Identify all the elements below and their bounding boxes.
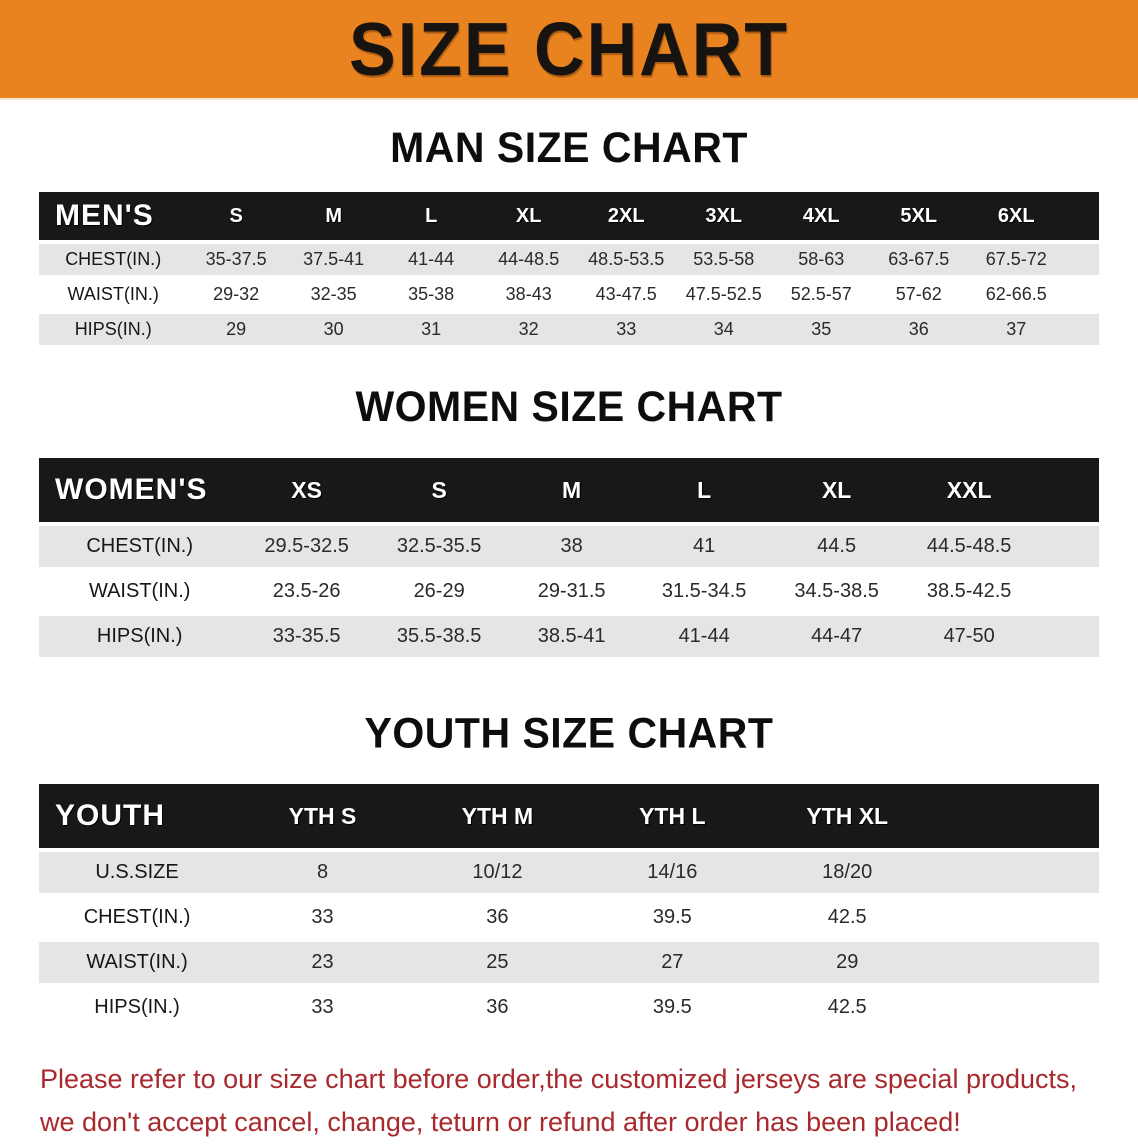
- table-title-cell: MEN'S: [55, 199, 154, 232]
- table-row: [39, 244, 1099, 275]
- size-value-cell: 37: [1006, 319, 1027, 339]
- size-value-cell: 26-29: [413, 580, 465, 602]
- size-value-cell: 42.5: [827, 906, 867, 928]
- size-value-cell: 44-48.5: [498, 249, 560, 269]
- size-column-header: YTH S: [288, 802, 357, 829]
- size-value-cell: 67.5-72: [985, 249, 1047, 269]
- size-value-cell: 41: [693, 535, 716, 557]
- size-value-cell: 35.5-38.5: [396, 625, 482, 647]
- size-value-cell: 39.5: [652, 996, 692, 1018]
- size-value-cell: 38: [560, 535, 583, 557]
- size-value-cell: 34.5-38.5: [794, 580, 879, 602]
- size-value-cell: 47.5-52.5: [685, 284, 762, 304]
- youth-size-section: [0, 661, 1138, 1032]
- size-value-cell: 30: [323, 319, 344, 339]
- disclaimer-text: [40, 1058, 1138, 1144]
- size-value-cell: 14/16: [647, 861, 698, 883]
- size-column-header: S: [431, 476, 447, 503]
- man-size-section: [0, 100, 1138, 349]
- size-column-header: 4XL: [802, 204, 840, 227]
- size-value-cell: 27: [661, 951, 684, 973]
- table-row: [39, 616, 1099, 657]
- size-value-cell: 62-66.5: [985, 284, 1047, 304]
- size-column-header: S: [229, 204, 243, 227]
- size-value-cell: 35-38: [408, 284, 455, 304]
- size-value-cell: 31.5-34.5: [661, 580, 747, 602]
- size-column-header: 3XL: [705, 204, 743, 227]
- table-row: [39, 852, 1099, 893]
- size-column-header: YTH M: [461, 802, 534, 829]
- size-value-cell: 35: [811, 319, 832, 339]
- size-value-cell: 38.5-42.5: [926, 580, 1012, 602]
- size-value-cell: 43-47.5: [595, 284, 657, 304]
- size-column-header: L: [697, 476, 712, 503]
- size-value-cell: 41-44: [678, 625, 730, 647]
- size-value-cell: 8: [316, 861, 329, 883]
- womens-size-table: [39, 454, 1099, 661]
- size-value-cell: 29: [836, 951, 859, 973]
- mens-size-table: [39, 188, 1099, 349]
- youth-size-chart-heading: YOUTH SIZE CHART: [364, 708, 774, 757]
- table-row: [39, 571, 1099, 612]
- size-value-cell: 32: [518, 319, 539, 339]
- spacer-cell: [1065, 314, 1099, 345]
- size-value-cell: 29.5-32.5: [264, 535, 349, 557]
- table-title-cell: WOMEN'S: [55, 473, 208, 506]
- spacer-cell: [1035, 458, 1099, 522]
- size-value-cell: 37.5-41: [303, 249, 365, 269]
- size-column-header: L: [425, 204, 438, 227]
- size-column-header: YTH XL: [806, 802, 889, 829]
- size-value-cell: 33: [311, 906, 334, 928]
- table-row: [39, 526, 1099, 567]
- size-value-cell: 36: [486, 996, 509, 1018]
- size-value-cell: 35-37.5: [205, 249, 267, 269]
- size-column-header: XL: [515, 204, 542, 227]
- size-value-cell: 53.5-58: [693, 249, 755, 269]
- size-value-cell: 36: [908, 319, 929, 339]
- size-value-cell: 47-50: [943, 625, 995, 647]
- measurement-label-cell: U.S.SIZE: [95, 861, 179, 883]
- spacer-cell: [1035, 616, 1099, 657]
- size-chart-banner: [0, 0, 1138, 100]
- measurement-label-cell: HIPS(IN.): [94, 996, 180, 1018]
- size-value-cell: 18/20: [822, 861, 873, 883]
- size-value-cell: 36: [486, 906, 509, 928]
- size-value-cell: 38-43: [505, 284, 552, 304]
- size-value-cell: 32.5-35.5: [396, 535, 482, 557]
- youth-size-table: [39, 780, 1099, 1032]
- size-value-cell: 29: [226, 319, 247, 339]
- spacer-cell: [1035, 526, 1099, 567]
- women-size-chart-heading: WOMEN SIZE CHART: [355, 382, 783, 431]
- size-value-cell: 29-31.5: [537, 580, 606, 602]
- size-column-header: XL: [821, 476, 852, 503]
- spacer-cell: [935, 987, 1099, 1028]
- size-column-header: M: [562, 476, 582, 503]
- spacer-cell: [1035, 571, 1099, 612]
- spacer-cell: [1065, 192, 1099, 240]
- size-value-cell: 63-67.5: [888, 249, 950, 269]
- size-value-cell: 33: [616, 319, 637, 339]
- size-value-cell: 25: [486, 951, 509, 973]
- spacer-cell: [935, 784, 1099, 848]
- women-size-section: [0, 349, 1138, 661]
- size-value-cell: 10/12: [472, 861, 523, 883]
- size-column-header: XS: [291, 476, 322, 503]
- table-row: [39, 942, 1099, 983]
- table-row: [39, 279, 1099, 310]
- disclaimer-line-2: we don't accept cancel, change, teturn or refund after order has been placed!: [40, 1107, 961, 1138]
- size-column-header: YTH L: [639, 802, 706, 829]
- table-row: [39, 987, 1099, 1028]
- size-value-cell: 44.5-48.5: [926, 535, 1012, 557]
- size-value-cell: 39.5: [652, 906, 692, 928]
- size-value-cell: 31: [421, 319, 442, 339]
- size-value-cell: 23: [311, 951, 334, 973]
- size-column-header: 2XL: [607, 204, 645, 227]
- spacer-cell: [935, 897, 1099, 938]
- size-value-cell: 42.5: [827, 996, 867, 1018]
- size-column-header: XXL: [946, 476, 992, 503]
- size-column-header: 5XL: [900, 204, 938, 227]
- disclaimer-line-1: Please refer to our size chart before order,the customized jerseys are special products,: [40, 1064, 1078, 1094]
- size-value-cell: 58-63: [798, 249, 845, 269]
- size-value-cell: 44.5: [817, 535, 857, 557]
- size-value-cell: 57-62: [895, 284, 942, 304]
- measurement-label-cell: WAIST(IN.): [67, 284, 159, 304]
- man-size-chart-heading: MAN SIZE CHART: [390, 123, 748, 172]
- size-value-cell: 44-47: [811, 625, 863, 647]
- measurement-label-cell: HIPS(IN.): [74, 319, 152, 339]
- table-header-row: [39, 458, 1099, 522]
- size-value-cell: 34: [713, 319, 734, 339]
- size-value-cell: 38.5-41: [537, 625, 606, 647]
- size-value-cell: 29-32: [213, 284, 260, 304]
- measurement-label-cell: CHEST(IN.): [83, 906, 191, 928]
- table-row: [39, 897, 1099, 938]
- size-column-header: 6XL: [997, 204, 1035, 227]
- table-header-row: [39, 784, 1099, 848]
- spacer-cell: [1065, 279, 1099, 310]
- size-value-cell: 23.5-26: [272, 580, 341, 602]
- table-header-row: [39, 192, 1099, 240]
- measurement-label-cell: HIPS(IN.): [96, 625, 183, 647]
- table-title-cell: YOUTH: [55, 799, 165, 832]
- spacer-cell: [935, 852, 1099, 893]
- measurement-label-cell: CHEST(IN.): [86, 535, 194, 557]
- size-value-cell: 33-35.5: [272, 625, 341, 647]
- table-row: [39, 314, 1099, 345]
- size-value-cell: 41-44: [408, 249, 455, 269]
- size-column-header: M: [325, 204, 342, 227]
- spacer-cell: [1065, 244, 1099, 275]
- size-value-cell: 48.5-53.5: [588, 249, 665, 269]
- measurement-label-cell: WAIST(IN.): [86, 951, 188, 973]
- spacer-cell: [935, 942, 1099, 983]
- size-value-cell: 32-35: [310, 284, 357, 304]
- size-value-cell: 52.5-57: [790, 284, 852, 304]
- measurement-label-cell: CHEST(IN.): [65, 249, 162, 269]
- size-value-cell: 33: [311, 996, 334, 1018]
- measurement-label-cell: WAIST(IN.): [88, 580, 191, 602]
- size-chart-title: SIZE CHART: [349, 6, 789, 92]
